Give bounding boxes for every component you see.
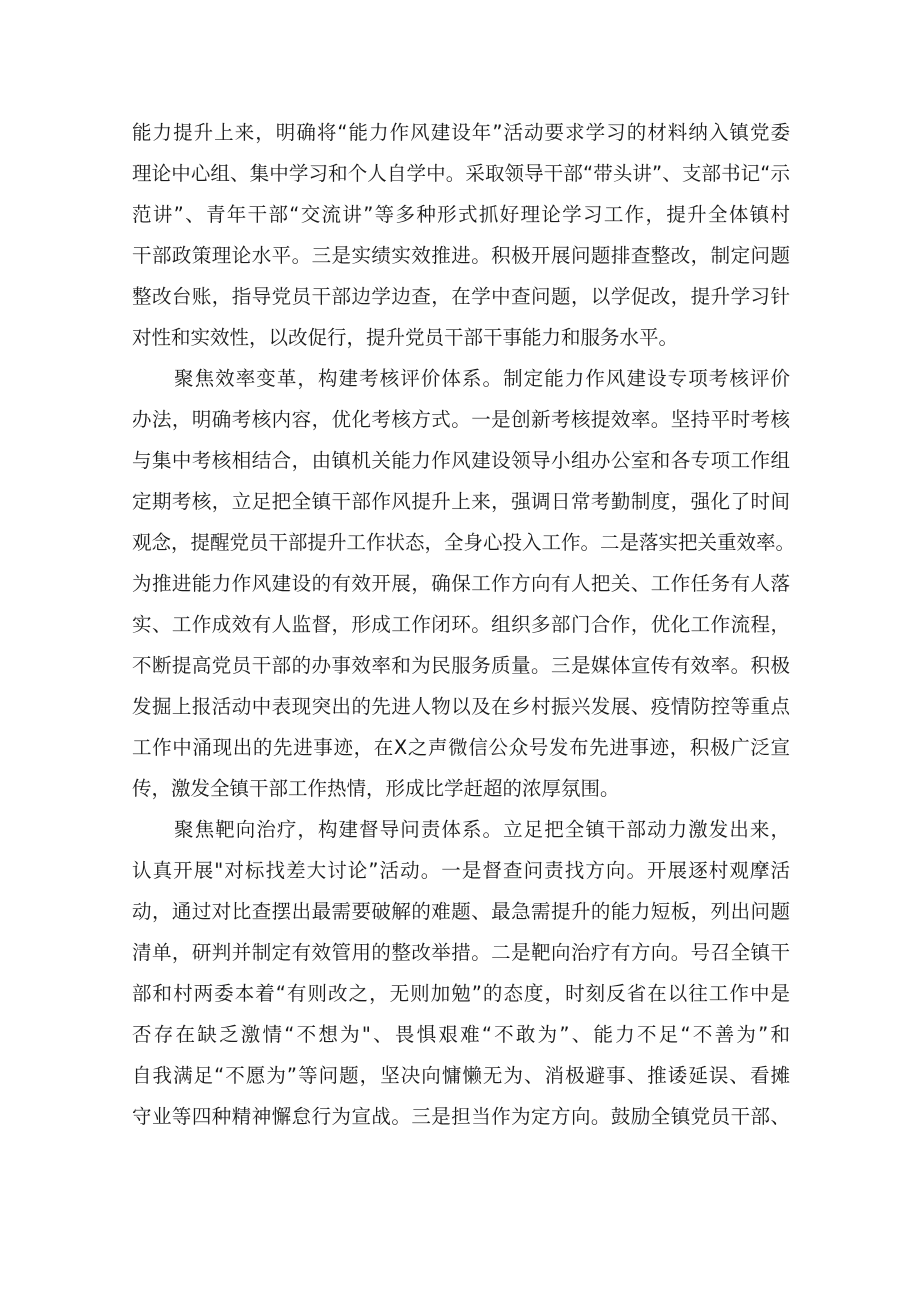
- text-line: 对性和实效性，以改促行，提升党员干部干事能力和服务水平。: [132, 326, 679, 349]
- text-line: 能力提升上来，明确将“能力作风建设年”活动要求学习的材料纳入镇党委: [132, 121, 790, 144]
- text-line: 为推进能力作风建设的有效开展，确保工作方向有人把关、工作任务有人落: [132, 572, 790, 595]
- text-line: 否存在缺乏激情“不想为"、畏惧艰难“不敢为”、能力不足“不善为”和: [132, 1023, 790, 1046]
- text-line: 办法，明确考核内容，优化考核方式。一是创新考核提效率。坚持平时考核: [132, 408, 790, 431]
- document-body: [132, 112, 796, 1137]
- text-line: 整改台账，指导党员干部边学边查，在学中查问题，以学促改，提升学习针: [132, 285, 790, 308]
- paragraph-first-line: 聚焦效率变革，构建考核评价体系。制定能力作风建设专项考核评价: [174, 367, 790, 390]
- text-line: 实、工作成效有人监督，形成工作闭环。组织多部门合作，优化工作流程，: [132, 613, 790, 636]
- text-line: 观念，提醒党员干部提升工作状态，全身心投入工作。二是落实把关重效率。: [132, 531, 796, 554]
- text-line: 传，激发全镇干部工作热情，形成比学赶超的浓厚氛围。: [132, 777, 620, 800]
- text-line: 清单，研判并制定有效管用的整改举措。二是靶向治疗有方向。号召全镇干: [132, 941, 790, 964]
- text-line: 干部政策理论水平。三是实绩实效推进。积极开展问题排查整改，制定问题: [132, 244, 790, 267]
- text-line: 理论中心组、集中学习和个人自学中。采取领导干部“带头讲”、支部书记“示: [132, 162, 790, 185]
- text-line: 范讲”、青年干部“交流讲”等多种形式抓好理论学习工作，提升全体镇村: [132, 203, 790, 226]
- text-line: 认真开展"对标找差大讨论”活动。一是督查问责找方向。开展逐村观摩活: [132, 859, 790, 882]
- text-line: 动，通过对比查摆出最需要破解的难题、最急需提升的能力短板，列出问题: [132, 900, 790, 923]
- text-line: 定期考核，立足把全镇干部作风提升上来，强调日常考勤制度，强化了时间: [132, 490, 790, 513]
- text-line: 与集中考核相结合，由镇机关能力作风建设领导小组办公室和各专项工作组: [132, 449, 790, 472]
- text-line: 自我满足“不愿为”等问题，坚决向慵懒无为、消极避事、推诿延误、看摊: [132, 1064, 790, 1087]
- text-line: 工作中涌现出的先进事迹，在X之声微信公众号发布先进事迹，积极广泛宣: [132, 736, 790, 759]
- text-line: 不断提高党员干部的办事效率和为民服务质量。三是媒体宣传有效率。积极: [132, 654, 790, 677]
- paragraph-first-line: 聚焦靶向治疗，构建督导问责体系。立足把全镇干部动力激发出来，: [174, 818, 790, 841]
- text-line: 部和村两委本着“有则改之，无则加勉”的态度，时刻反省在以往工作中是: [132, 982, 790, 1005]
- text-line: 守业等四种精神懈怠行为宣战。三是担当作为定方向。鼓励全镇党员干部、: [132, 1105, 790, 1128]
- text-line: 发掘上报活动中表现突出的先进人物以及在乡村振兴发展、疫情防控等重点: [132, 695, 790, 718]
